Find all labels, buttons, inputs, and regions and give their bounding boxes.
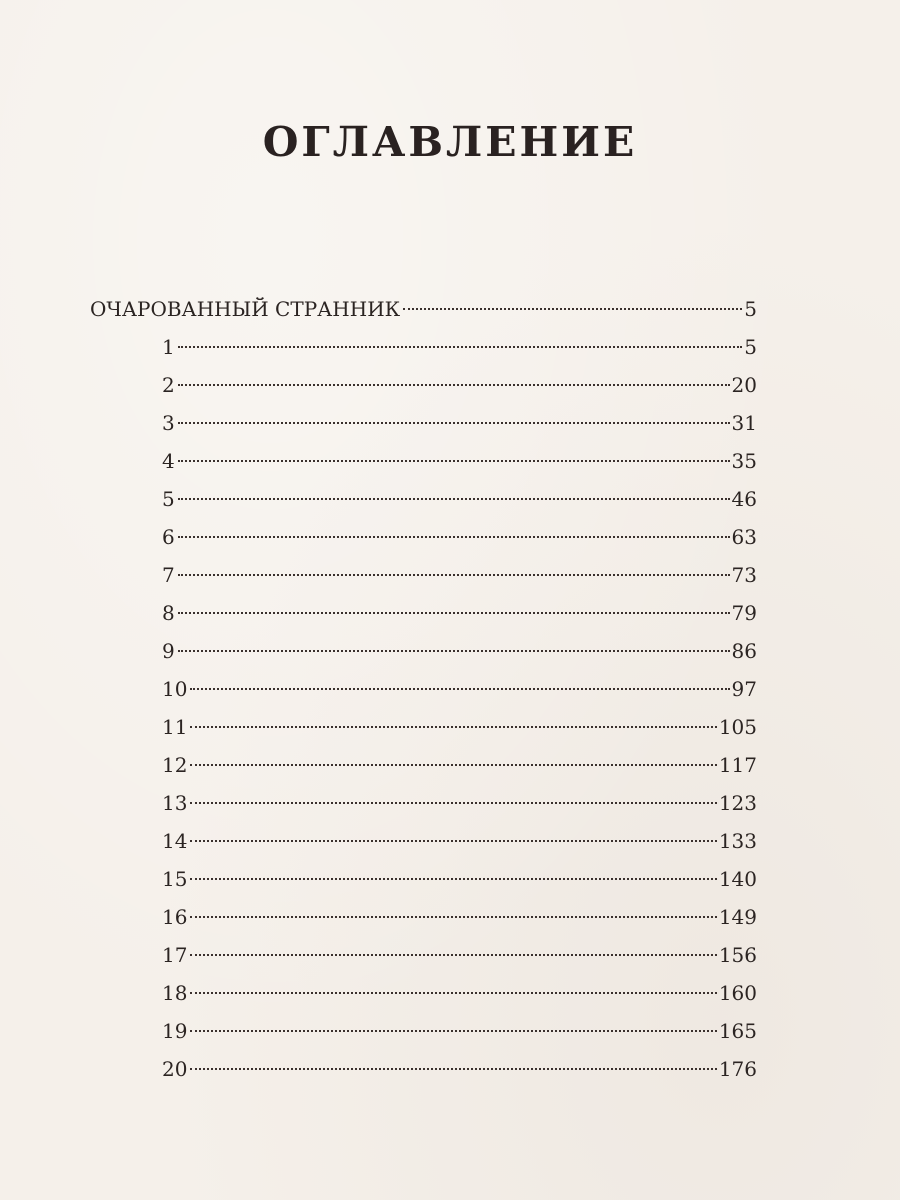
toc-page-number: 140 (718, 867, 757, 891)
toc-entry-label: 7 (162, 563, 175, 587)
toc-entry-chapter (162, 635, 757, 667)
toc-entry-chapter (162, 597, 757, 629)
toc-page-number: 165 (718, 1019, 757, 1043)
toc-entry-chapter (162, 559, 757, 591)
dot-leader (190, 1029, 716, 1032)
toc-entry-label: 2 (162, 373, 175, 397)
dot-leader (178, 345, 743, 348)
toc-page-number: 31 (731, 411, 757, 435)
toc-page-number: 73 (731, 563, 757, 587)
toc-page-number: 35 (731, 449, 757, 473)
toc-page-number: 149 (718, 905, 757, 929)
dot-leader (178, 497, 730, 500)
toc-page-number: 123 (718, 791, 757, 815)
toc-entry-label: 8 (162, 601, 175, 625)
dot-leader (178, 459, 730, 462)
dot-leader (178, 649, 730, 652)
toc-page-number: 117 (718, 753, 757, 777)
toc-page-number: 5 (744, 335, 757, 359)
toc-entry-chapter (162, 1053, 757, 1085)
toc-page-number: 105 (718, 715, 757, 739)
toc-entry-label: 14 (162, 829, 188, 853)
dot-leader (190, 915, 716, 918)
dot-leader (190, 953, 716, 956)
dot-leader (190, 1067, 716, 1070)
dot-leader (178, 573, 730, 576)
toc-entry-label: 16 (162, 905, 188, 929)
toc-entry-chapter (162, 749, 757, 781)
dot-leader (190, 763, 716, 766)
toc-entry-label: 15 (162, 867, 188, 891)
toc-entry-chapter (162, 977, 757, 1009)
toc-entry-chapter (162, 939, 757, 971)
dot-leader (178, 383, 730, 386)
toc-page-number: 156 (718, 943, 757, 967)
toc-entry-label: 18 (162, 981, 188, 1005)
toc-entry-label: 9 (162, 639, 175, 663)
toc-entry-main (90, 293, 757, 325)
toc-page-number: 5 (744, 297, 757, 321)
dot-leader (190, 687, 729, 690)
toc-entry-label: 13 (162, 791, 188, 815)
toc-page-number: 20 (731, 373, 757, 397)
toc-entry-label: 20 (162, 1057, 188, 1081)
toc-entry-chapter (162, 1015, 757, 1047)
toc-entry-label: 4 (162, 449, 175, 473)
toc-page-number: 63 (731, 525, 757, 549)
dot-leader (178, 611, 730, 614)
dot-leader (190, 839, 716, 842)
page-title: ОГЛАВЛЕНИЕ (262, 118, 638, 166)
toc-entry-label: 17 (162, 943, 188, 967)
toc-entry-chapter (162, 787, 757, 819)
toc-entry-label: 3 (162, 411, 175, 435)
toc-page-number: 176 (718, 1057, 757, 1081)
toc-entry-label: 1 (162, 335, 175, 359)
dot-leader (190, 877, 716, 880)
dot-leader (190, 991, 716, 994)
toc-entry-label: 10 (162, 677, 188, 701)
toc-entry-label: 11 (162, 715, 188, 739)
toc-entry-label: 12 (162, 753, 188, 777)
dot-leader (178, 421, 730, 424)
dot-leader (403, 307, 742, 310)
toc-entry-label: 6 (162, 525, 175, 549)
toc-entry-chapter (162, 711, 757, 743)
dot-leader (190, 801, 716, 804)
toc-entry-chapter (162, 445, 757, 477)
toc-page-number: 97 (731, 677, 757, 701)
toc-entry-label: 5 (162, 487, 175, 511)
dot-leader (178, 535, 730, 538)
toc-entry-chapter (162, 673, 757, 705)
toc-page-number: 79 (731, 601, 757, 625)
toc-entry-label: ОЧАРОВАННЫЙ СТРАННИК (90, 297, 401, 321)
toc-entry-chapter (162, 483, 757, 515)
toc-page-number: 133 (718, 829, 757, 853)
toc-page-number: 46 (731, 487, 757, 511)
toc-entry-chapter (162, 407, 757, 439)
toc-page-number: 86 (731, 639, 757, 663)
toc-entry-chapter (162, 369, 757, 401)
toc-entry-chapter (162, 825, 757, 857)
dot-leader (190, 725, 716, 728)
toc-page-number: 160 (718, 981, 757, 1005)
toc-entry-label: 19 (162, 1019, 188, 1043)
toc-entry-chapter (162, 863, 757, 895)
toc-entry-chapter (162, 331, 757, 363)
toc-entry-chapter (162, 901, 757, 933)
toc-entry-chapter (162, 521, 757, 553)
